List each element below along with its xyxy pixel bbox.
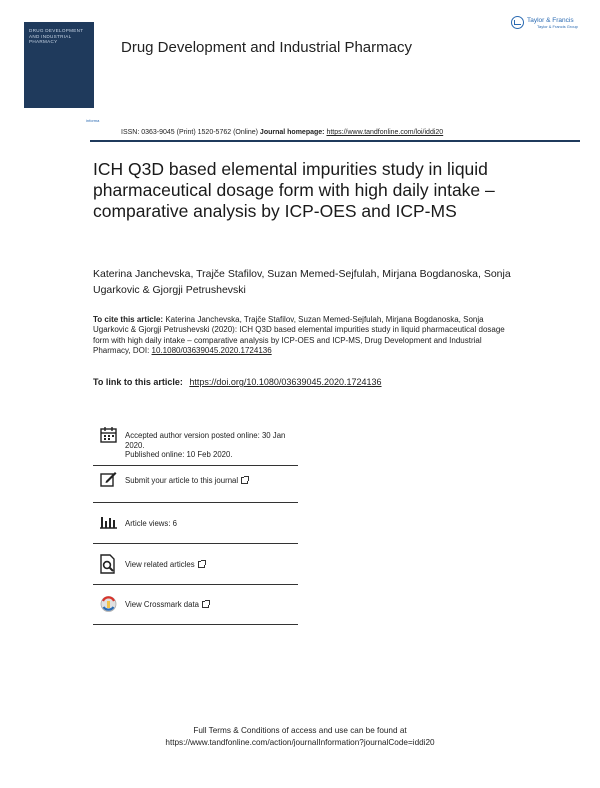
article-views: Article views: 6 xyxy=(125,519,177,528)
publisher-logo xyxy=(511,16,578,29)
published-date: Published online: 10 Feb 2020. xyxy=(125,450,233,459)
related-articles-icon xyxy=(100,554,117,574)
accepted-date: Accepted author version posted online: 30 Jan 2020. xyxy=(125,431,286,450)
cover-title-line-2: AND INDUSTRIAL xyxy=(29,33,72,39)
citation-block xyxy=(93,315,513,357)
link-label: To link to this article: xyxy=(93,377,183,387)
journal-title: Drug Development and Industrial Pharmacy xyxy=(121,39,412,56)
homepage-label: Journal homepage: xyxy=(259,129,325,136)
article-authors: Katerina Janchevska, Trajče Stafilov, Suzan Memed-Sejfulah, Mirjana Bogdanoska, Sonja Ugarkovic & Gjorgji Petrushevski xyxy=(93,268,511,296)
publisher-logo-icon xyxy=(511,16,524,29)
publication-dates-row xyxy=(93,423,298,466)
external-link-icon xyxy=(202,601,209,608)
related-articles-link[interactable]: View related articles xyxy=(125,560,195,569)
external-link-icon xyxy=(241,477,248,484)
crossmark-row[interactable] xyxy=(93,585,298,625)
submit-article-row[interactable] xyxy=(93,466,298,503)
homepage-link[interactable]: https://www.tandfonline.com/loi/iddi20 xyxy=(326,129,444,136)
calendar-icon xyxy=(100,426,117,443)
issn-line xyxy=(121,129,443,136)
footer-journal-info-link[interactable]: https://www.tandfonline.com/action/journalInformation?journalCode=iddi20 xyxy=(165,738,435,747)
header-divider xyxy=(90,140,580,142)
footer xyxy=(0,725,600,749)
external-link-icon xyxy=(198,561,205,568)
issn-text: ISSN: 0363-9045 (Print) 1520-5762 (Online) xyxy=(121,129,258,136)
crossmark-icon xyxy=(100,595,117,613)
article-views-row xyxy=(93,503,298,544)
citation-doi-link[interactable]: 10.1080/03639045.2020.1724136 xyxy=(151,346,272,356)
footer-terms: Full Terms & Conditions of access and use can be found at xyxy=(193,726,407,735)
article-info-panel xyxy=(93,423,298,625)
submit-article-link[interactable]: Submit your article to this journal xyxy=(125,476,239,485)
citation-label: To cite this article: xyxy=(93,315,164,324)
citation-text: Katerina Janchevska, Trajče Stafilov, Suzan Memed-Sejfulah, Mirjana Bogdanoska, Sonja Ugarkovic & Gjorgji Petrushevski (2020): ICH Q3D based elemental impurities study in liquid pharmaceutical dosage form with high daily intake – comparative analysis by ICP-OES and ICP-MS, Drug Development and Industrial Pharmacy, DOI: xyxy=(93,315,505,356)
publisher-name: Taylor & Francis xyxy=(527,16,574,24)
publisher-group: Taylor & Francis Group xyxy=(537,23,578,29)
related-articles-row[interactable] xyxy=(93,544,298,585)
crossmark-link[interactable]: View Crossmark data xyxy=(125,600,199,609)
cover-title-line-3: PHARMACY xyxy=(29,39,58,45)
cover-title-line-1: DRUG DEVELOPMENT xyxy=(29,28,84,33)
bar-chart-icon xyxy=(100,515,117,529)
informa-logo: informa xyxy=(86,118,100,123)
edit-icon xyxy=(100,471,117,487)
article-title: ICH Q3D based elemental impurities study in liquid pharmaceutical dosage form with high daily intake – comparative analysis by ICP-OES and ICP-MS xyxy=(93,159,495,221)
journal-cover xyxy=(24,22,94,108)
article-doi-link[interactable]: https://doi.org/10.1080/03639045.2020.1724136 xyxy=(189,377,382,387)
link-to-article xyxy=(93,377,382,387)
